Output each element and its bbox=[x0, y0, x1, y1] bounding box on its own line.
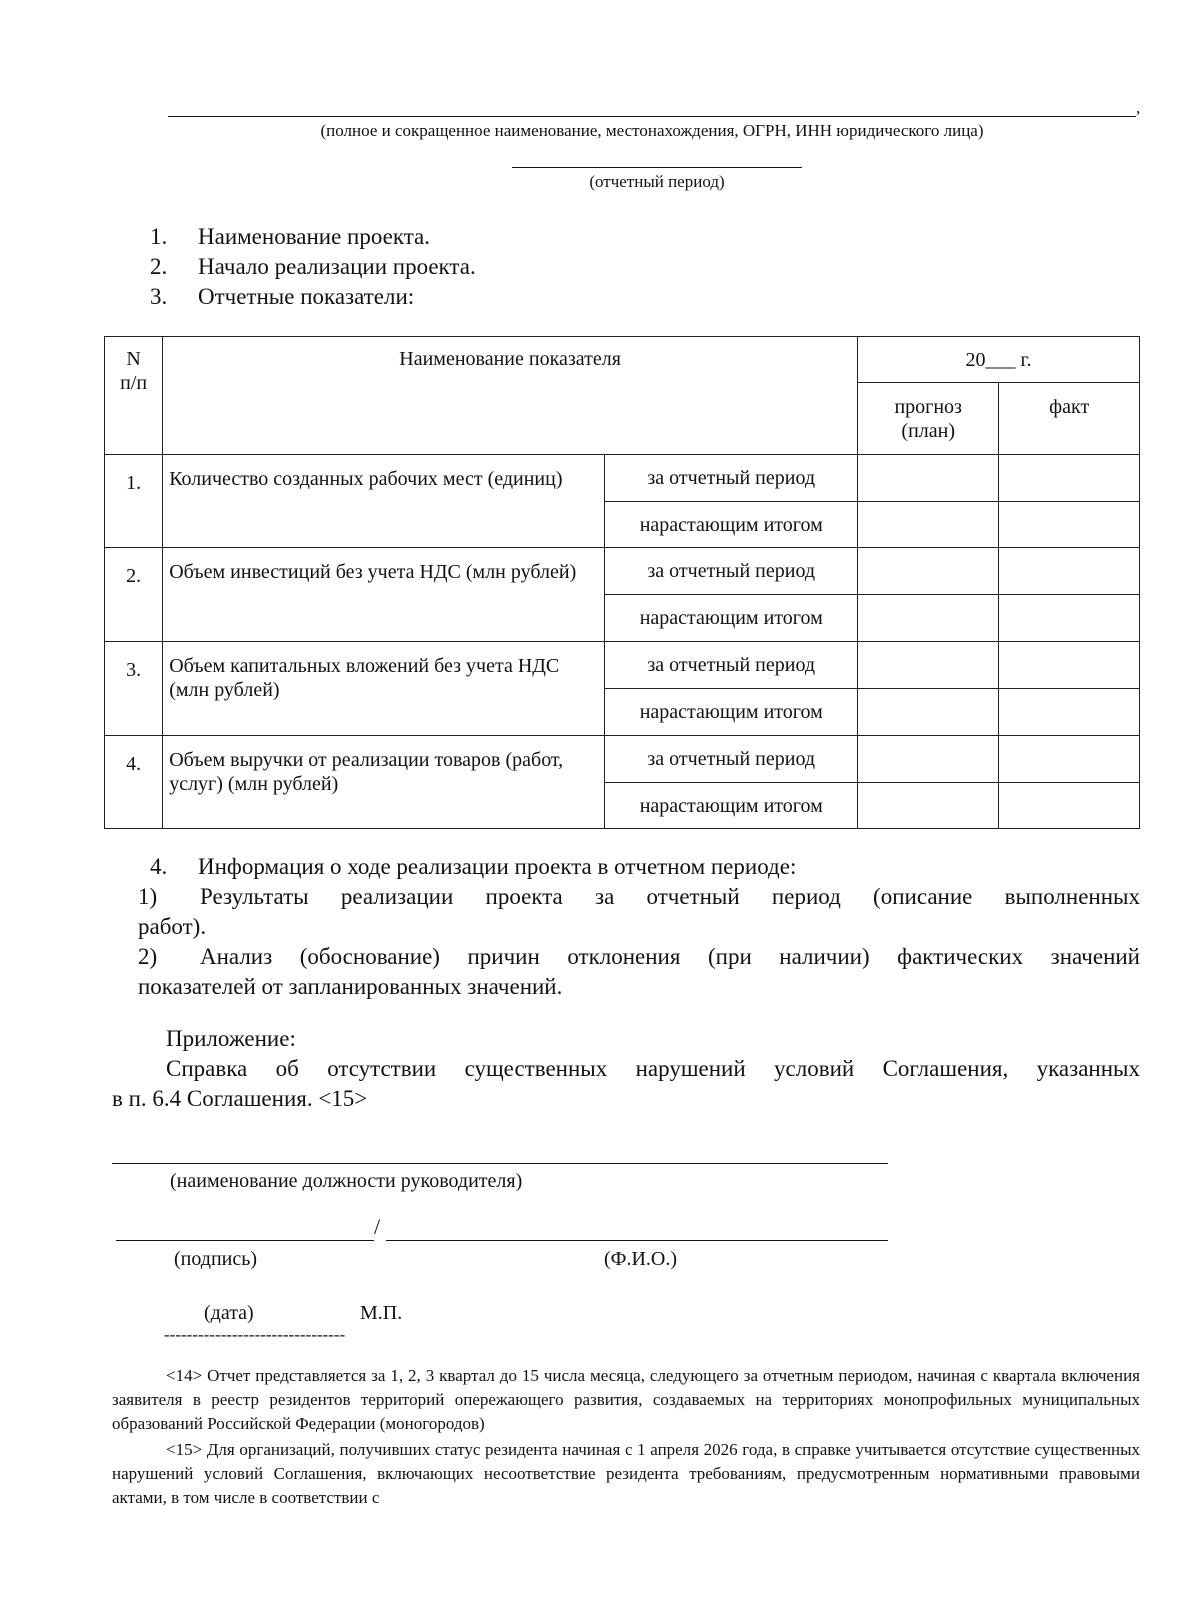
info-item-2-line-1 bbox=[138, 942, 1140, 972]
fio-caption: (Ф.И.О.) bbox=[604, 1248, 678, 1270]
info-item-1-line-2: работ). bbox=[138, 914, 207, 939]
appendix-label: Приложение: bbox=[166, 1026, 296, 1051]
info-item-1-text: Результаты реализации проекта за отчетный период (описание выполненных bbox=[200, 884, 1140, 909]
appendix-line-2: в п. 6.4 Соглашения. <15> bbox=[112, 1086, 368, 1111]
table-row bbox=[105, 642, 1140, 689]
appendix-line-1: Справка об отсутствии существенных нарушений условий Соглашения, указанных bbox=[166, 1056, 1140, 1081]
section-text: Наименование проекта. bbox=[198, 224, 430, 249]
row-fact-cell[interactable] bbox=[999, 502, 1140, 548]
info-heading-text: Информация о ходе реализации проекта в отчетном периоде: bbox=[198, 854, 797, 879]
table-row bbox=[105, 548, 1140, 595]
footnote-14: <14> Отчет представляется за 1, 2, 3 квартал до 15 числа месяца, следующего за отчетным периодом, начиная с квартала включения заявителя в реестр резидентов территорий опережающего развития, создаваемых на территориях монопрофильных муниципальных образований Российской Федерации (моногородов) bbox=[112, 1366, 1140, 1433]
section-item-3 bbox=[150, 282, 414, 312]
section-text: Отчетные показатели: bbox=[198, 284, 415, 309]
col-num-header: N п/п bbox=[105, 337, 163, 455]
section-num: 2. bbox=[150, 254, 168, 279]
row-period-current: за отчетный период bbox=[605, 642, 858, 689]
row-period-cumulative: нарастающим итогом bbox=[605, 502, 858, 548]
org-trailing-comma: , bbox=[1136, 98, 1141, 117]
row-plan-cell[interactable] bbox=[858, 689, 999, 736]
footnote-15: <15> Для организаций, получивших статус резидента начиная с 1 апреля 2026 года, в справке учитывается отсутствие существенных нарушений условий Соглашения, включающих несоответствие резидента требованиям, предусмотренным нормативными правовыми актами, в том числе в соответствии с bbox=[112, 1440, 1140, 1507]
footnote-separator: -------------------------------- bbox=[164, 1325, 346, 1344]
row-plan-cell[interactable] bbox=[858, 783, 999, 829]
row-period-current: за отчетный период bbox=[605, 736, 858, 783]
info-item-2-text: Анализ (обоснование) причин отклонения (при наличии) фактических значений bbox=[200, 944, 1140, 969]
row-plan-cell[interactable] bbox=[858, 548, 999, 595]
row-num: 1. bbox=[105, 455, 163, 548]
row-plan-cell[interactable] bbox=[858, 502, 999, 548]
signature-caption: (подпись) bbox=[174, 1248, 258, 1270]
row-name: Количество созданных рабочих мест (единиц) bbox=[163, 455, 605, 548]
row-name: Объем капитальных вложений без учета НДС (млн рублей) bbox=[163, 642, 605, 736]
row-fact-cell[interactable] bbox=[999, 642, 1140, 689]
plan-header: прогноз (план) bbox=[858, 383, 999, 455]
section-item-1 bbox=[150, 222, 430, 252]
org-name-line bbox=[168, 116, 1136, 117]
section-num: 3. bbox=[150, 284, 168, 309]
row-plan-cell[interactable] bbox=[858, 736, 999, 783]
row-fact-cell[interactable] bbox=[999, 455, 1140, 502]
row-period-current: за отчетный период bbox=[605, 548, 858, 595]
fio-line bbox=[386, 1240, 888, 1241]
row-plan-cell[interactable] bbox=[858, 595, 999, 642]
row-num: 4. bbox=[105, 736, 163, 829]
row-num: 2. bbox=[105, 548, 163, 642]
row-name: Объем инвестиций без учета НДС (млн рублей) bbox=[163, 548, 605, 642]
row-fact-cell[interactable] bbox=[999, 689, 1140, 736]
row-fact-cell[interactable] bbox=[999, 783, 1140, 829]
info-item-1-line-1 bbox=[138, 882, 1140, 912]
year-header: 20___ г. bbox=[858, 337, 1140, 383]
footnotes bbox=[112, 1364, 1140, 1510]
period-line bbox=[512, 167, 802, 168]
row-period-cumulative: нарастающим итогом bbox=[605, 783, 858, 829]
row-fact-cell[interactable] bbox=[999, 548, 1140, 595]
position-caption: (наименование должности руководителя) bbox=[170, 1170, 523, 1192]
row-period-cumulative: нарастающим итогом bbox=[605, 689, 858, 736]
section-num: 1. bbox=[150, 224, 168, 249]
col-name-header: Наименование показателя bbox=[163, 337, 858, 455]
indicators-table bbox=[104, 336, 1140, 829]
table-row bbox=[105, 455, 1140, 502]
row-period-current: за отчетный период bbox=[605, 455, 858, 502]
info-item-2-line-2: показателей от запланированных значений. bbox=[138, 974, 563, 999]
section-item-2 bbox=[150, 252, 476, 282]
info-item-2-num: 2) bbox=[138, 944, 158, 969]
table-row bbox=[105, 736, 1140, 783]
row-plan-cell[interactable] bbox=[858, 642, 999, 689]
info-item-1-num: 1) bbox=[138, 884, 158, 909]
org-name-caption: (полное и сокращенное наименование, местонахождения, ОГРН, ИНН юридического лица) bbox=[320, 121, 984, 140]
signature-line bbox=[116, 1240, 374, 1241]
section-text: Начало реализации проекта. bbox=[198, 254, 476, 279]
row-fact-cell[interactable] bbox=[999, 736, 1140, 783]
position-line bbox=[112, 1163, 888, 1164]
date-caption: (дата) bbox=[204, 1302, 254, 1324]
info-heading-num: 4. bbox=[150, 854, 168, 879]
row-num: 3. bbox=[105, 642, 163, 736]
row-period-cumulative: нарастающим итогом bbox=[605, 595, 858, 642]
period-caption: (отчетный период) bbox=[589, 172, 725, 191]
row-fact-cell[interactable] bbox=[999, 595, 1140, 642]
row-plan-cell[interactable] bbox=[858, 455, 999, 502]
info-heading bbox=[150, 852, 796, 882]
fact-header: факт bbox=[999, 383, 1140, 455]
row-name: Объем выручки от реализации товаров (работ, услуг) (млн рублей) bbox=[163, 736, 605, 829]
stamp-caption: М.П. bbox=[360, 1302, 403, 1324]
signature-slash: / bbox=[374, 1214, 381, 1239]
